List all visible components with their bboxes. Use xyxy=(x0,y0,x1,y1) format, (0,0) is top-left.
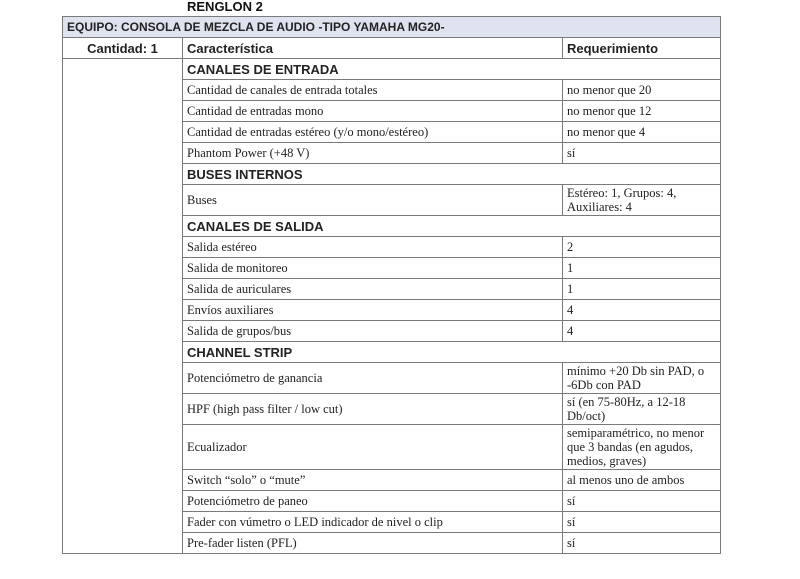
requerimiento-cell: sí xyxy=(563,491,721,512)
section-title: BUSES INTERNOS xyxy=(183,164,721,185)
requerimiento-cell: 1 xyxy=(563,258,721,279)
section-title: CANALES DE ENTRADA xyxy=(183,59,721,80)
caracteristica-cell: Salida de monitoreo xyxy=(183,258,563,279)
caracteristica-cell: Cantidad de entradas mono xyxy=(183,101,563,122)
caracteristica-cell: Potenciómetro de ganancia xyxy=(183,363,563,394)
caracteristica-cell: Cantidad de canales de entrada totales xyxy=(183,80,563,101)
requerimiento-cell: 2 xyxy=(563,237,721,258)
requerimiento-cell: al menos uno de ambos xyxy=(563,470,721,491)
requerimiento-cell: sí xyxy=(563,143,721,164)
cantidad-header: Cantidad: 1 xyxy=(63,38,183,59)
requerimiento-cell: no menor que 20 xyxy=(563,80,721,101)
requerimiento-cell: no menor que 4 xyxy=(563,122,721,143)
requerimiento-cell: 4 xyxy=(563,300,721,321)
header-row xyxy=(63,38,721,59)
caracteristica-cell: Salida de grupos/bus xyxy=(183,321,563,342)
requerimiento-cell: 1 xyxy=(563,279,721,300)
caracteristica-cell: Pre-fader listen (PFL) xyxy=(183,533,563,554)
equipo-title: EQUIPO: CONSOLA DE MEZCLA DE AUDIO -TIPO YAMAHA MG20- xyxy=(63,17,721,38)
requerimiento-cell: no menor que 12 xyxy=(563,101,721,122)
section-row xyxy=(63,59,721,80)
caracteristica-cell: Salida estéreo xyxy=(183,237,563,258)
requerimiento-cell: sí xyxy=(563,512,721,533)
caracteristica-cell: Fader con vúmetro o LED indicador de nivel o clip xyxy=(183,512,563,533)
caracteristica-cell: Ecualizador xyxy=(183,425,563,470)
requerimiento-cell: sí xyxy=(563,533,721,554)
requerimiento-header: Requerimiento xyxy=(563,38,721,59)
requerimiento-cell: 4 xyxy=(563,321,721,342)
requerimiento-cell: Estéreo: 1, Grupos: 4, Auxiliares: 4 xyxy=(563,185,721,216)
requerimiento-cell: mínimo +20 Db sin PAD, o -6Db con PAD xyxy=(563,363,721,394)
caracteristica-cell: Buses xyxy=(183,185,563,216)
caracteristica-cell: HPF (high pass filter / low cut) xyxy=(183,394,563,425)
caracteristica-cell: Potenciómetro de paneo xyxy=(183,491,563,512)
section-title: CHANNEL STRIP xyxy=(183,342,721,363)
equipo-row xyxy=(63,17,721,38)
caracteristica-cell: Phantom Power (+48 V) xyxy=(183,143,563,164)
caracteristica-cell: Envíos auxiliares xyxy=(183,300,563,321)
caracteristica-cell: Cantidad de entradas estéreo (y/o mono/estéreo) xyxy=(183,122,563,143)
requerimiento-cell: semiparamétrico, no menor que 3 bandas (en agudos, medios, graves) xyxy=(563,425,721,470)
caracteristica-cell: Salida de auriculares xyxy=(183,279,563,300)
caracteristica-cell: Switch “solo” o “mute” xyxy=(183,470,563,491)
section-title: CANALES DE SALIDA xyxy=(183,216,721,237)
spec-table xyxy=(62,16,721,554)
cantidad-spacer xyxy=(63,59,183,554)
caracteristica-header: Característica xyxy=(183,38,563,59)
requerimiento-cell: sí (en 75-80Hz, a 12-18 Db/oct) xyxy=(563,394,721,425)
renglon-heading: RENGLON 2 xyxy=(187,0,263,14)
